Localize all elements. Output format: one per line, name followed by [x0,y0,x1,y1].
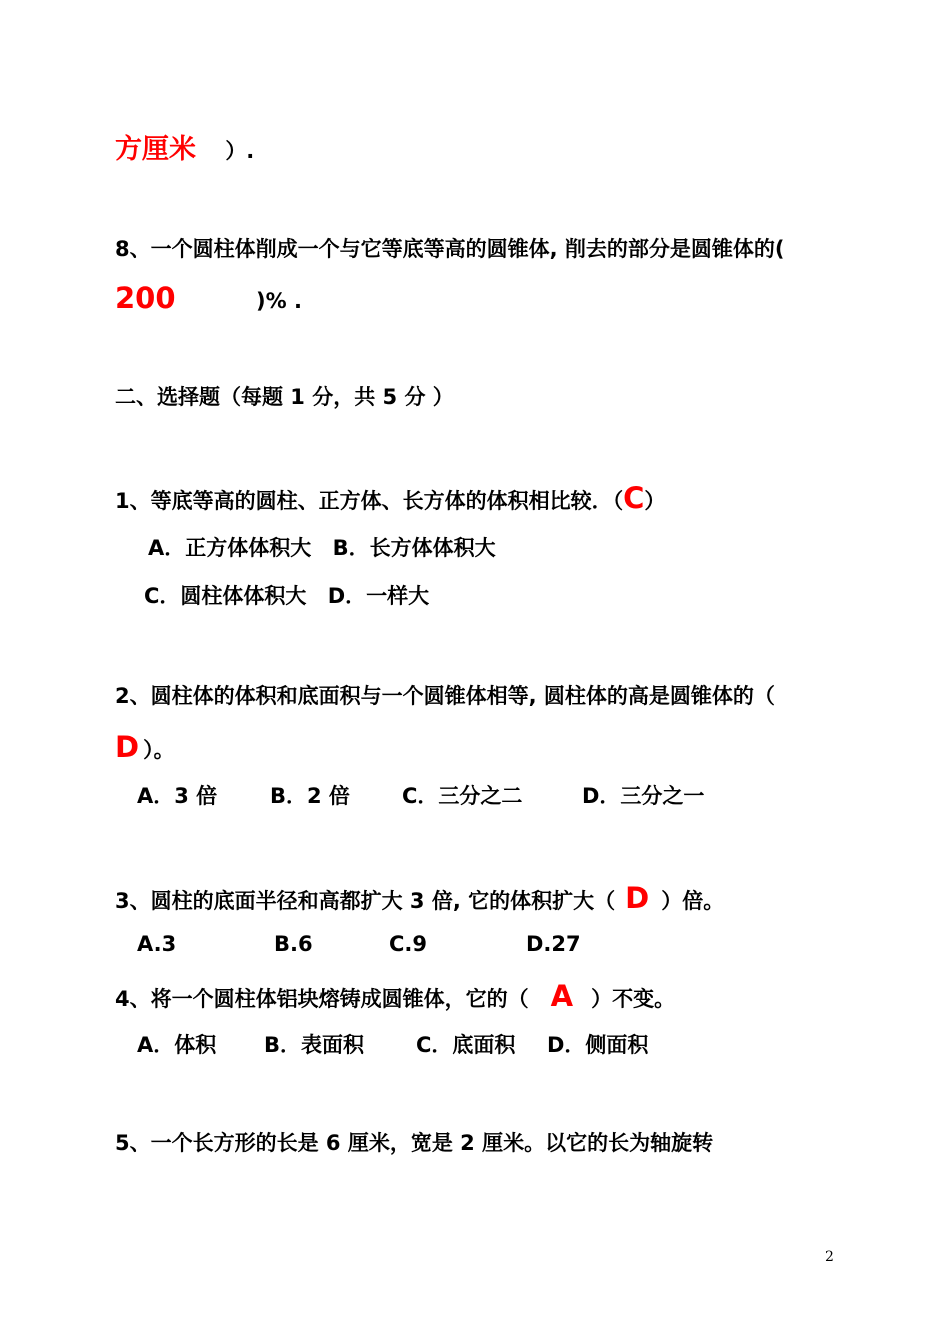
q1-stem [115,481,666,515]
q5-stem [115,1133,713,1154]
q3-stem [115,881,725,915]
q2-stem-text: 2、圆柱体的体积和底面积与一个圆锥体相等, 圆柱体的高是圆锥体的（ [115,684,775,708]
q4-option-d: D．侧面积 [547,1033,649,1057]
q3-option-b: B.6 [274,932,313,956]
page-number: 2 [825,1249,834,1265]
q3-stem-text: 3、圆柱的底面半径和高都扩大 3 倍, 它的体积扩大（ [115,889,616,913]
q3-option-c: C.9 [389,932,428,956]
q2-option-b: B．2 倍 [270,784,350,808]
q8-stem [115,239,785,260]
q4-close: ）不变。 [591,987,676,1011]
q4-answer: A [550,979,574,1013]
q1-answer: C [623,481,645,515]
q3-option-a: A.3 [137,932,177,956]
section-title [115,387,454,408]
q1-close: ） [644,489,666,513]
q2-option-c: C．三分之二 [402,784,523,808]
q3-answer: D [625,881,650,915]
q8-answer-line [115,281,176,315]
q1-stem-text: 1、等底等高的圆柱、正方体、长方体的体积相比较．（ [115,489,624,513]
q2-close: ）。 [143,738,175,762]
q5-stem-text: 5、一个长方形的长是 6 厘米，宽是 2 厘米。以它的长为轴旋转 [115,1131,714,1155]
q1-option-d: D．一样大 [327,584,430,608]
q2-option-d: D．三分之一 [582,784,705,808]
q3-option-d: D.27 [526,932,581,956]
q4-option-b: B．表面积 [264,1033,365,1057]
section-title-text: 二、选择题（每题 1 分，共 5 分 ） [115,385,454,409]
q1-option-a: A．正方体体积大 [148,536,312,560]
q1-option-b: B．长方体体积大 [332,536,496,560]
q1-option-c: C．圆柱体体积大 [144,584,307,608]
q2-answer: D [115,730,140,764]
q4-stem [115,979,676,1013]
q3-options [0,934,950,958]
q1-options-row1 [148,538,496,559]
q7-answer: 方厘米 [115,134,196,165]
q4-stem-text: 4、将一个圆柱体铝块熔铸成圆锥体，它的（ [115,987,529,1011]
q2-options [0,786,950,810]
q1-options-row2 [144,586,429,607]
q8-text: 8、一个圆柱体削成一个与它等底等高的圆锥体, 削去的部分是圆锥体的( [115,237,785,261]
q4-options [0,1035,950,1059]
q8-answer: 200 [115,281,176,315]
q4-option-c: C．底面积 [416,1033,516,1057]
q8-suffix-line [256,291,302,312]
q8-suffix: )% . [256,289,302,313]
q4-option-a: A．体积 [137,1033,217,1057]
q3-close: ）倍。 [661,889,725,913]
q2-stem [115,686,775,707]
q7-tail-line [115,136,254,163]
q2-answer-line [115,730,175,764]
q7-suffix: ）. [225,139,255,163]
q2-option-a: A．3 倍 [137,784,218,808]
